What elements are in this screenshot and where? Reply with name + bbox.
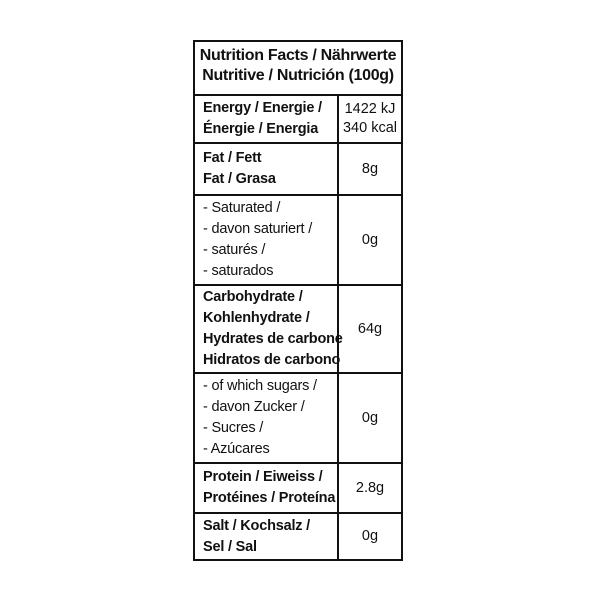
nutrient-name [195,464,339,512]
nutrition-label [193,40,403,561]
nutrient-name-line: Sel / Sal [203,538,257,555]
nutrient-name-line: - of which sugars / [203,378,317,394]
nutrient-name [195,514,339,559]
nutrient-name-line: - Sucres / [203,420,264,436]
nutrient-name-line: Énergie / Energia [203,121,319,137]
nutrient-value-line: 8g [361,160,379,177]
nutrient-value [339,514,401,559]
nutrient-name-line: - davon saturiert / [203,221,313,237]
nutrient-name-line: Salt / Kochsalz / [203,517,310,534]
row-carbohydrate [195,286,401,374]
nutrient-name [195,286,343,372]
nutrient-value [339,286,401,372]
nutrient-value-line: 0g [361,409,379,426]
nutrient-value [339,374,401,462]
nutrient-name-line: Kohlenhydrate / [203,310,310,326]
nutrient-name [195,374,339,462]
nutrient-value-line: 1422 kJ [344,101,396,117]
nutrient-name-line: - davon Zucker / [203,399,305,415]
nutrient-name-line: Hidratos de carbono [203,352,341,368]
nutrient-name [195,196,339,284]
nutrient-name-line: - Saturated / [203,200,281,216]
row-protein [195,464,401,514]
nutrient-name-line: - saturés / [203,242,266,258]
row-energy [195,96,401,144]
nutrient-value-line: 2.8g [355,479,385,496]
nutrient-value-line: 0g [361,231,379,248]
nutrient-name-line: Fat / Fett [203,150,262,166]
label-title-line-2: Nutritive / Nutrición (100g) [202,67,394,84]
nutrient-name-line: Hydrates de carbone [203,331,343,347]
nutrient-name [195,144,339,194]
nutrient-name-line: - Azúcares [203,441,270,457]
nutrient-name-line: - saturados [203,263,274,279]
nutrient-name-line: Protein / Eiweiss / [203,469,323,485]
row-fat [195,144,401,196]
row-sugars [195,374,401,464]
row-salt [195,514,401,559]
nutrient-value [339,196,401,284]
nutrient-name-line: Energy / Energie / [203,100,322,116]
nutrient-name-line: Fat / Grasa [203,171,276,187]
label-title-line-1: Nutrition Facts / Nährwerte [199,47,397,64]
nutrient-value-line: 340 kcal [342,120,397,136]
nutrient-name [195,96,339,142]
nutrient-value [339,144,401,194]
nutrient-name-line: Protéines / Proteína [203,490,336,506]
nutrient-value [339,464,401,512]
row-saturated [195,196,401,286]
nutrient-value-line: 0g [361,528,379,544]
nutrient-value [339,96,401,142]
label-header [195,42,401,96]
nutrient-name-line: Carbohydrate / [203,289,303,305]
nutrient-value-line: 64g [357,320,383,337]
